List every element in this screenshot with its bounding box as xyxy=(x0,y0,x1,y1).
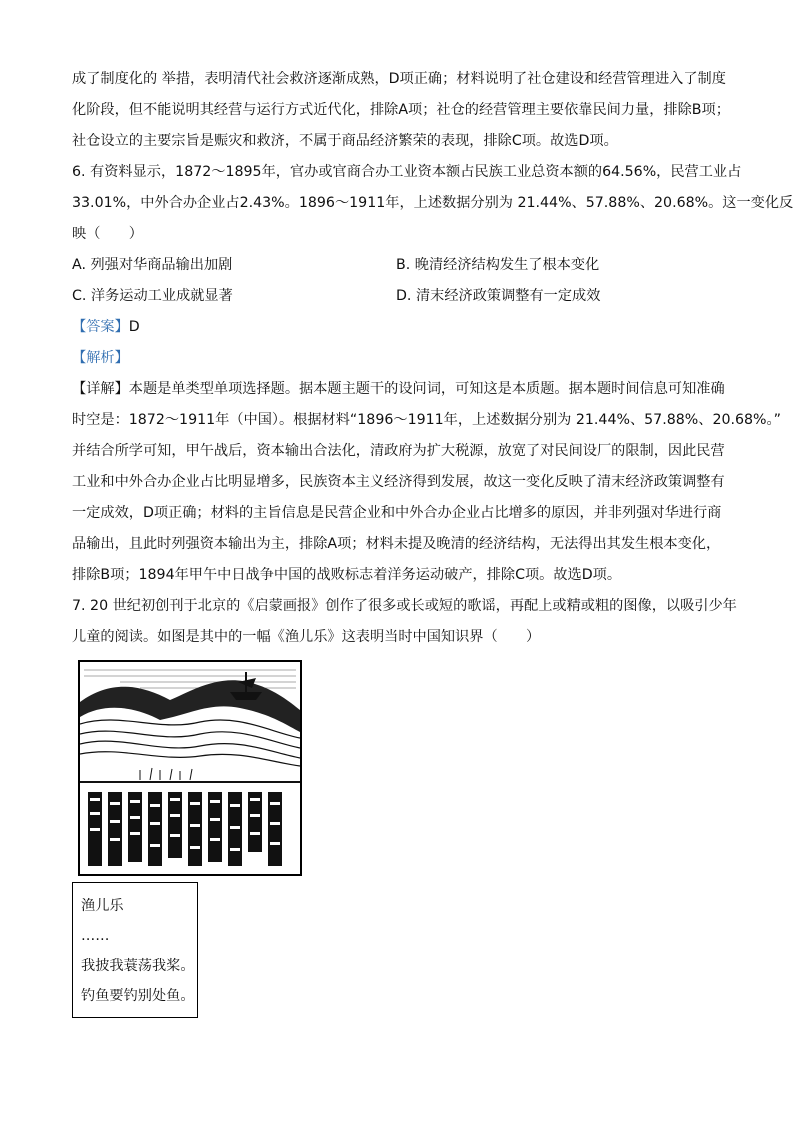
detail-line: 工业和中外合办企业占比明显增多，民族资本主义经济得到发展，故这一变化反映了清末经济政策调整有 xyxy=(72,474,725,490)
question-6-stem: 映（ ） xyxy=(72,226,143,242)
answer-label: 【答案】 xyxy=(72,319,129,335)
question-6-stem: 33.01%，中外合办企业占2.43%。1896～1911年，上述数据分别为 21.44%、57.88%、20.68%。这一变化反 xyxy=(72,195,794,211)
prev-explanation-line: 社仓设立的主要宗旨是赈灾和救济，不属于商品经济繁荣的表现，排除C项。故选D项。 xyxy=(72,133,618,149)
fisherman-landscape-image xyxy=(80,662,300,874)
detail-text: 本题是单类型单项选择题。据本题主题干的设问词，可知这是本质题。据本题时间信息可知准确 xyxy=(128,381,725,397)
woodcut-illustration xyxy=(78,660,302,876)
option-d: D. 清末经济政策调整有一定成效 xyxy=(396,288,601,304)
detail-line xyxy=(72,374,732,405)
poem-line: 我披我蓑荡我桨。 xyxy=(81,958,195,974)
answer-line xyxy=(72,312,732,343)
prev-explanation-line: 化阶段，但不能说明其经营与运行方式近代化，排除A项；社仓的经营管理主要依靠民间力量，排除B项； xyxy=(72,102,730,118)
detail-line: 品输出，且此时列强资本输出为主，排除A项；材料未提及晚清的经济结构，无法得出其发生根本变化， xyxy=(72,536,721,552)
analysis-label: 【解析】 xyxy=(72,350,129,366)
detail-label: 【详解】 xyxy=(72,381,129,397)
detail-line: 并结合所学可知，甲午战后，资本输出合法化，清政府为扩大税源，放宽了对民间设厂的限制，因此民营 xyxy=(72,443,725,459)
poem-title: 渔儿乐 xyxy=(81,898,124,914)
question-7-stem: 儿童的阅读。如图是其中的一幅《渔儿乐》这表明当时中国知识界（ ） xyxy=(72,629,541,645)
option-b: B. 晚清经济结构发生了根本变化 xyxy=(396,257,600,273)
question-6-stem: 6. 有资料显示，1872～1895年，官办或官商合办工业资本额占民族工业总资本额的64.56%，民营工业占 xyxy=(72,164,742,180)
document-page xyxy=(72,64,794,653)
answer-value: D xyxy=(128,319,140,335)
analysis-line xyxy=(72,343,732,374)
detail-line: 一定成效，D项正确；材料的主旨信息是民营企业和中外合办企业占比增多的原因，并非列强对华进行商 xyxy=(72,505,722,521)
prev-explanation-line: 成了制度化的 举措，表明清代社会救济逐渐成熟，D项正确；材料说明了社仓建设和经营管理进入了制度 xyxy=(72,71,726,87)
question-7-stem: 7. 20 世纪初创刊于北京的《启蒙画报》创作了很多或长或短的歌谣，再配上或精或粗的图像，以吸引少年 xyxy=(72,598,737,614)
question-6-options xyxy=(72,250,732,312)
poem-box xyxy=(72,882,198,1018)
option-a: A. 列强对华商品输出加剧 xyxy=(72,257,233,273)
poem-ellipsis: …… xyxy=(81,928,110,944)
detail-line: 排除B项；1894年甲午中日战争中国的战败标志着洋务运动破产，排除C项。故选D项。 xyxy=(72,567,622,583)
option-c: C. 洋务运动工业成就显著 xyxy=(72,288,233,304)
poem-line: 钓鱼要钓别处鱼。 xyxy=(81,988,195,1004)
detail-line: 时空是：1872～1911年（中国）。根据材料“1896～1911年，上述数据分别为 21.44%、57.88%、20.68%。” xyxy=(72,412,781,428)
